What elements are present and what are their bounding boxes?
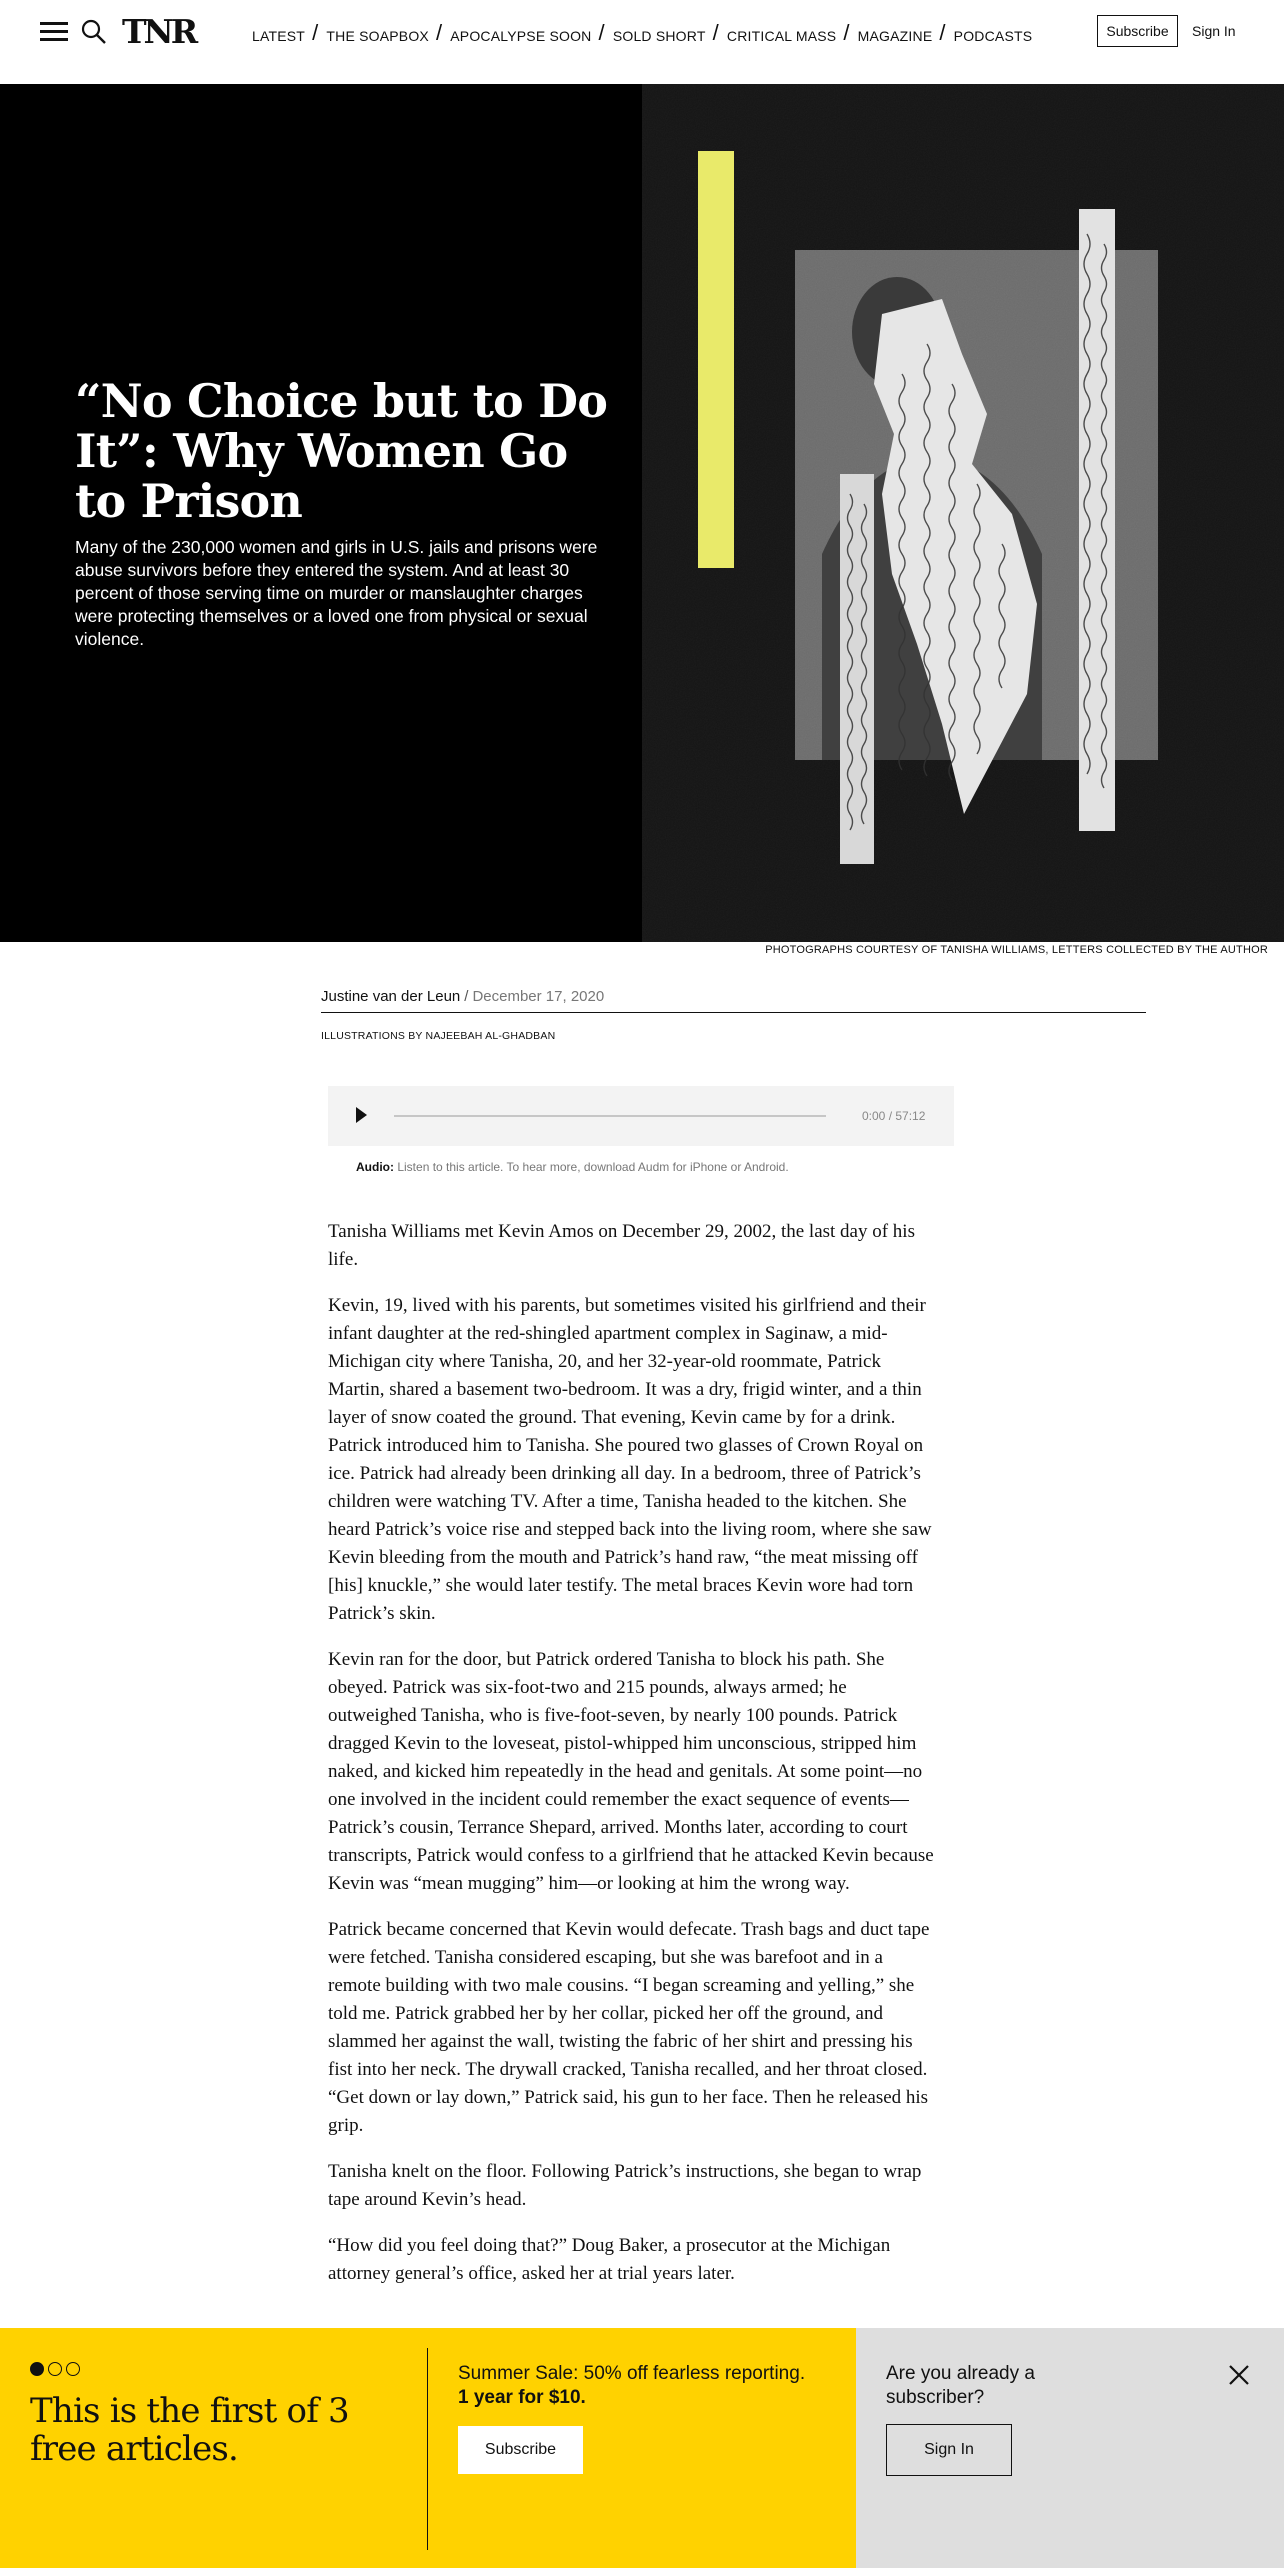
section-nav bbox=[252, 20, 1033, 49]
author-link[interactable]: Justine van der Leun bbox=[321, 988, 461, 1005]
close-icon[interactable] bbox=[1226, 2362, 1252, 2388]
paywall-subscribe-button[interactable]: Subscribe bbox=[458, 2426, 583, 2474]
nav-latest[interactable]: LATEST bbox=[252, 28, 306, 44]
letter-strip bbox=[840, 474, 874, 864]
nav-separator: / bbox=[843, 20, 850, 45]
yellow-strip bbox=[698, 151, 734, 568]
paywall-sign-in-button[interactable]: Sign In bbox=[886, 2424, 1012, 2476]
nav-separator: / bbox=[435, 20, 443, 45]
illustration-credit: ILLUSTRATIONS BY NAJEEBAH AL-GHADBAN bbox=[321, 1030, 556, 1042]
nav-magazine[interactable]: MAGAZINE bbox=[857, 28, 933, 44]
byline-divider bbox=[321, 1012, 1146, 1013]
headline: “No Choice but to Do It”: Why Women Go to Prison bbox=[75, 374, 608, 528]
article-count-dot bbox=[48, 2362, 62, 2376]
audio-note bbox=[356, 1160, 789, 1174]
paywall-signin-panel bbox=[856, 2328, 1284, 2568]
image-credit: PHOTOGRAPHS COURTESY OF TANISHA WILLIAMS, LETTERS COLLECTED BY THE AUTHOR bbox=[765, 944, 1268, 956]
hero bbox=[0, 84, 1284, 942]
article-paragraph: Kevin ran for the door, but Patrick ordered Tanisha to block his path. She obeyed. Patrick was six-foot-two and 215 pounds, always armed; he outweighed Tanisha, who is five-foot-seven, by nearly 100 pounds. Patrick dragged Kevin to the loveseat, pistol-whipped him unconscious, stripped him naked, and kicked him repeatedly in the head and genitals. At some point—no one involved in the incident could remember the exact sequence of events—Patrick’s cousin, Terrance Shepard, arrived. Months later, according to court transcripts, Patrick would confess to a girlfriend that he attacked Kevin because Kevin was “mean mugging” him—or looking at him the wrong way. bbox=[328, 1649, 934, 1894]
dek: Many of the 230,000 women and girls in U.S. jails and prisons were abuse survivors before they entered the system. And at least 30 percent of those serving time on murder or manslaughter charges were protecting themselves or a loved one from physical or sexual violence. bbox=[75, 537, 598, 649]
top-navigation bbox=[0, 0, 1284, 84]
subscriber-question: Are you already a subscriber? bbox=[886, 2363, 1035, 2408]
article-count-indicator bbox=[30, 2362, 84, 2376]
audio-progress-bar[interactable] bbox=[394, 1115, 826, 1117]
nav-separator: / bbox=[598, 20, 605, 45]
sale-price: 1 year for $10. bbox=[458, 2387, 586, 2408]
hamburger-icon[interactable] bbox=[40, 22, 68, 42]
article-paragraph: Patrick became concerned that Kevin would defecate. Trash bags and duct tape were fetched. Tanisha considered escaping, but she was barefoot and in a remote building with two male cousins. “I began screaming and yelling,” she told me. Patrick grabbed her by her collar, picked her off the ground, and slammed her against the wall, twisting the fabric of her shirt and pressing his fist into her neck. The drywall cracked, Tanisha recalled, and her throat closed. “Get down or lay down,” Patrick said, his gun to her face. Then he released his grip. bbox=[328, 1919, 930, 2136]
collage-illustration bbox=[642, 84, 1284, 942]
article-paragraph: Kevin, 19, lived with his parents, but sometimes visited his girlfriend and their infant daughter at the red-shingled apartment complex in Saginaw, a mid-Michigan city where Tanisha, 20, and her 32-year-old roommate, Patrick Martin, shared a basement two-bedroom. It was a dry, frigid winter, and a thin layer of snow coated the ground. That evening, Kevin came by for a drink. Patrick introduced him to Tanisha. She poured two glasses of Crown Royal on ice. Patrick had already been drinking all day. In a bedroom, three of Patrick’s children were watching TV. After a time, Tanisha headed to the kitchen. She heard Patrick’s voice rise and stepped back into the living room, where she saw Kevin bleeding from the mouth and Patrick’s hand raw, “the meat missing off [his] knuckle,” she would later testify. The metal braces Kevin wore had torn Patrick’s skin. bbox=[328, 1295, 932, 1624]
nav-separator: / bbox=[939, 20, 946, 45]
paywall-offer-panel bbox=[0, 2328, 856, 2568]
article-count-dot bbox=[66, 2362, 80, 2376]
header-subscribe-button[interactable]: Subscribe bbox=[1097, 15, 1178, 47]
sale-offer: Summer Sale: 50% off fearless reporting. bbox=[458, 2363, 806, 2384]
nav-critical-mass[interactable]: CRITICAL MASS bbox=[726, 28, 837, 44]
paywall-banner bbox=[0, 2328, 1284, 2568]
nav-separator: / bbox=[312, 20, 319, 45]
audio-time: 0:00 / 57:12 bbox=[862, 1109, 926, 1123]
audio-note-text: Listen to this article. To hear more, download Audm for iPhone or Android. bbox=[397, 1160, 789, 1174]
nav-apocalypse-soon[interactable]: APOCALYPSE SOON bbox=[450, 28, 592, 44]
audio-player bbox=[328, 1086, 954, 1146]
search-icon[interactable] bbox=[80, 18, 108, 46]
byline bbox=[321, 988, 604, 1005]
article-count-dot-filled bbox=[30, 2362, 44, 2376]
paywall-heading: This is the first of 3 free articles. bbox=[30, 2391, 349, 2469]
hero-text-panel bbox=[0, 84, 642, 942]
audio-note-label: Audio: bbox=[356, 1160, 394, 1174]
article-paragraph: Tanisha knelt on the floor. Following Patrick’s instructions, she began to wrap tape around Kevin’s head. bbox=[328, 2161, 922, 2210]
paywall-divider bbox=[427, 2348, 428, 2550]
byline-separator: / bbox=[464, 988, 469, 1005]
publish-date: December 17, 2020 bbox=[472, 988, 605, 1005]
article-body bbox=[328, 1218, 938, 2306]
header-sign-in-link[interactable]: Sign In bbox=[1192, 23, 1236, 39]
nav-podcasts[interactable]: PODCASTS bbox=[953, 28, 1033, 44]
site-logo[interactable]: TNR bbox=[122, 12, 196, 51]
nav-the-soapbox[interactable]: THE SOAPBOX bbox=[326, 28, 429, 44]
article-paragraph: “How did you feel doing that?” Doug Baker, a prosecutor at the Michigan attorney general’s office, asked her at trial years later. bbox=[328, 2235, 891, 2284]
play-icon[interactable] bbox=[356, 1107, 367, 1123]
nav-separator: / bbox=[712, 20, 719, 45]
article-paragraph: Tanisha Williams met Kevin Amos on December 29, 2002, the last day of his life. bbox=[328, 1221, 915, 1270]
nav-sold-short[interactable]: SOLD SHORT bbox=[612, 28, 706, 44]
hero-illustration bbox=[642, 84, 1284, 942]
